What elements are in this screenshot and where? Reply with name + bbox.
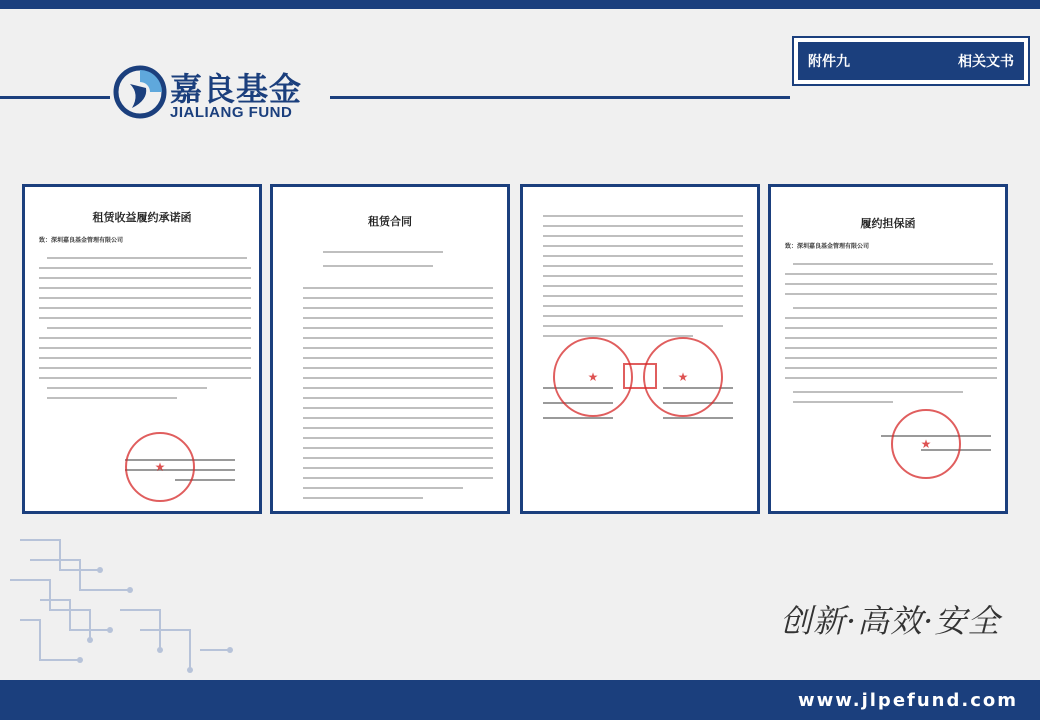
brand-name-en: JIALIANG FUND	[170, 104, 293, 121]
top-bar	[0, 0, 1040, 9]
company-seal-icon	[891, 409, 961, 479]
brand-name-cn: 嘉良基金	[170, 70, 303, 108]
attachment-category: 相关文书	[958, 54, 1014, 70]
header-line-right	[330, 96, 790, 99]
document-title: 租赁收益履约承诺函	[92, 211, 192, 224]
attachment-number: 附件九	[808, 54, 850, 70]
logo-mark-icon	[112, 64, 168, 120]
company-slogan: 创新·高效·安全	[780, 602, 1001, 640]
document-title: 履约担保函	[860, 217, 916, 230]
document-addressee: 致：深圳嘉良基金管理有限公司	[39, 237, 124, 244]
company-seal-icon	[125, 432, 195, 502]
website-link[interactable]: www.jlpefund.com	[798, 690, 1018, 711]
attachment-tag	[792, 36, 1030, 86]
document-performance-guarantee[interactable]	[768, 184, 1008, 514]
document-addressee: 致：深圳嘉良基金管理有限公司	[785, 243, 870, 250]
personal-seal-icon	[623, 363, 657, 389]
document-lease-contract[interactable]	[270, 184, 510, 514]
document-title: 租赁合同	[368, 215, 412, 228]
brand-logo	[112, 62, 322, 122]
header-line-left	[0, 96, 110, 99]
decorative-pattern	[0, 500, 270, 680]
document-commitment-letter[interactable]	[22, 184, 262, 514]
company-seal-icon	[553, 337, 633, 417]
document-lease-contract-signature-page[interactable]	[520, 184, 760, 514]
